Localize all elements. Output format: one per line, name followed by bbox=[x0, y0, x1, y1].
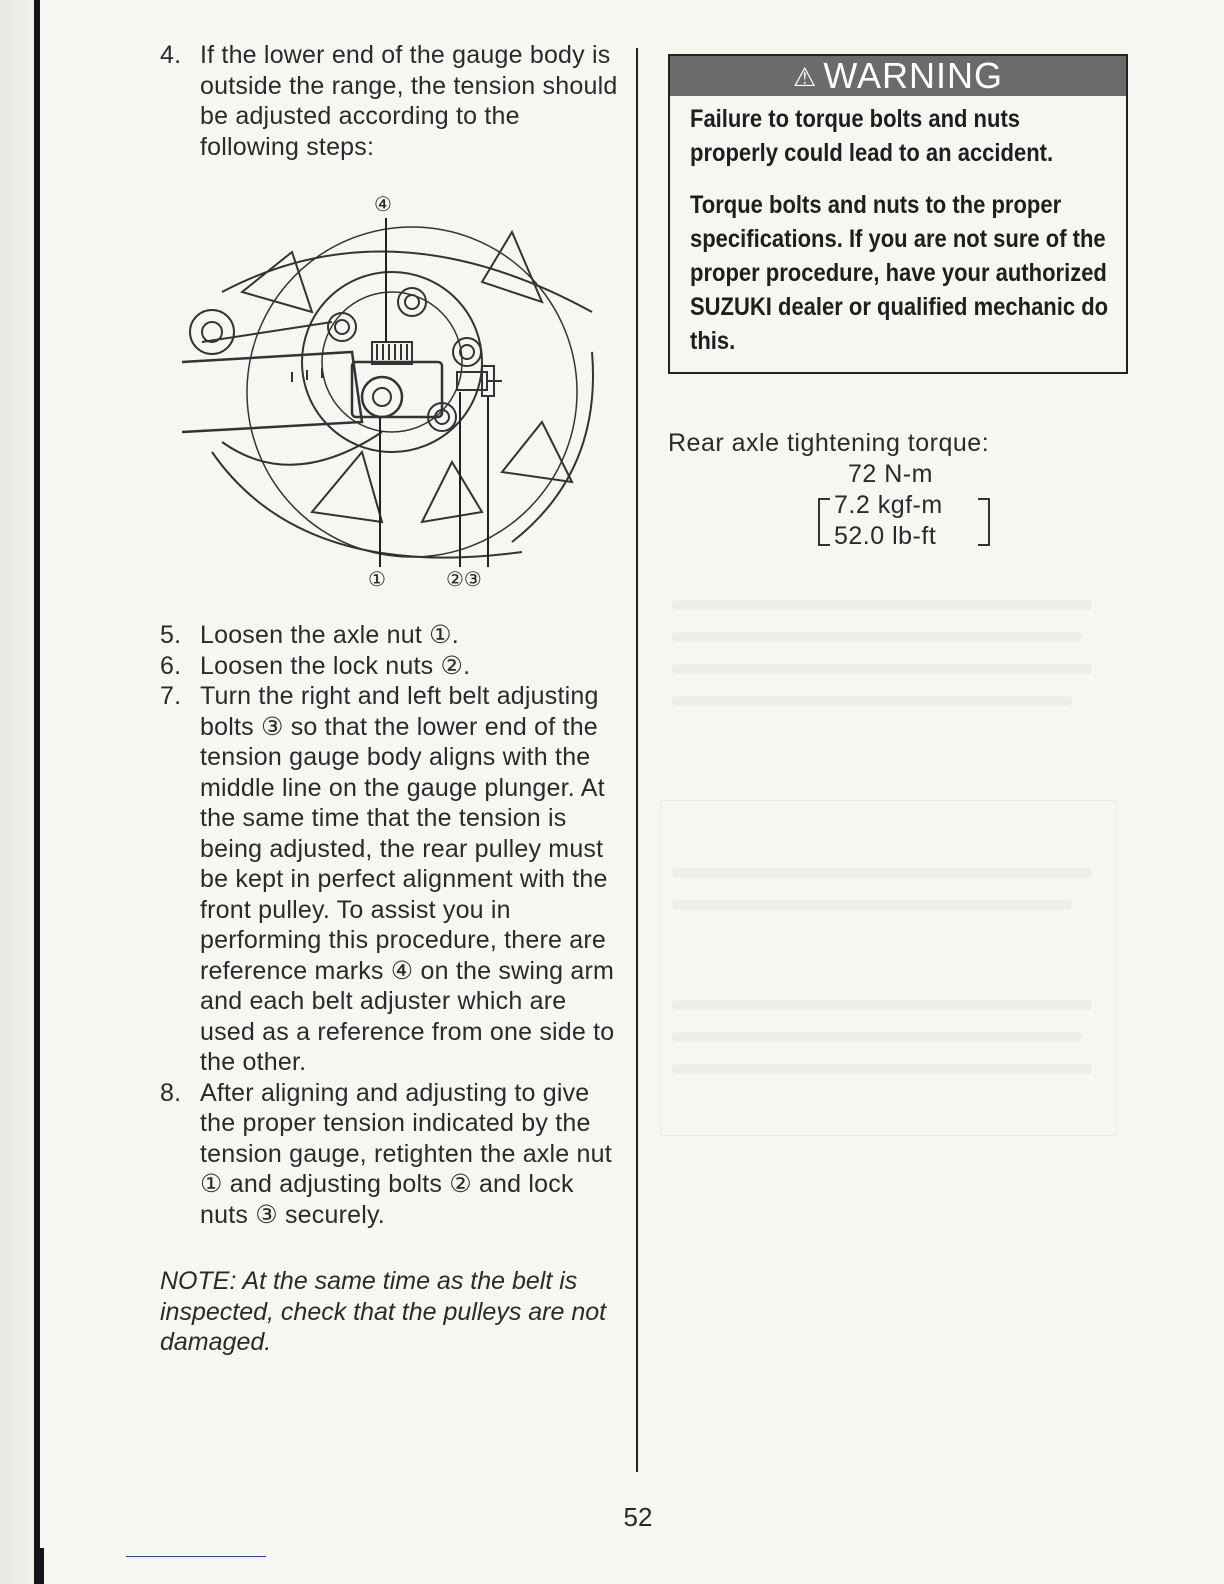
binding-edge-bottom bbox=[36, 1548, 44, 1584]
step-7 bbox=[160, 681, 620, 1078]
torque-bracket bbox=[818, 490, 990, 552]
left-column bbox=[160, 40, 620, 1383]
binding-edge bbox=[34, 0, 40, 1584]
step-number: 5. bbox=[160, 621, 182, 649]
warning-body bbox=[670, 96, 1126, 372]
torque-secondary-lbft: 52.0 lb-ft bbox=[834, 522, 937, 550]
step-number: 6. bbox=[160, 651, 182, 680]
warning-paragraph: Failure to torque bolts and nuts properly could lead to an accident. bbox=[690, 105, 1054, 167]
step-text: After aligning and adjusting to give the proper tension indicated by the tension gauge, retighten the axle nut ① and adjusting bolts ② and lock nuts ③ securely. bbox=[200, 1078, 612, 1229]
step-text: Turn the right and left belt adjusting bolts ③ so that the lower end of the tension gauge body aligns with the middle line on the gauge plunger. At the same time that the tension is being adjusted, the rear pulley must be kept in perfect alignment with the front pulley. To assist you in performing this procedure, there are reference marks ④ on the swing arm and each belt adjuster which are used as a reference from one side to the other. bbox=[200, 682, 615, 1076]
bleed-through-line bbox=[672, 664, 1092, 674]
column-divider bbox=[636, 48, 638, 1472]
warning-paragraph: Torque bolts and nuts to the proper specifications. If you are not sure of the proper procedure, have your authorized SUZUKI dealer or qualified mechanic do this. bbox=[690, 191, 1109, 355]
step-number: 4. bbox=[160, 41, 182, 69]
warning-triangle-icon: ⚠ bbox=[793, 62, 818, 92]
torque-spec bbox=[668, 428, 1088, 552]
rear-wheel-illustration bbox=[182, 192, 602, 602]
bleed-through-line bbox=[672, 1032, 1082, 1042]
callout-2-3: ②③ bbox=[446, 567, 482, 591]
torque-secondary-kgf: 7.2 kgf-m bbox=[834, 491, 943, 519]
bracket-left bbox=[818, 498, 830, 546]
warning-box bbox=[668, 54, 1128, 374]
callout-4: ④ bbox=[374, 192, 392, 216]
bleed-through-line bbox=[672, 696, 1072, 706]
step-4 bbox=[160, 40, 620, 162]
belt-note: NOTE: At the same time as the belt is inspected, check that the pulleys are not damaged. bbox=[160, 1267, 607, 1356]
bleed-through-line bbox=[672, 900, 1072, 910]
warning-title: WARNING bbox=[823, 55, 1003, 96]
step-8 bbox=[160, 1078, 620, 1231]
bleed-through-line bbox=[672, 868, 1092, 878]
step-6 bbox=[160, 651, 620, 682]
axle-adjuster-figure bbox=[182, 192, 602, 602]
warning-header bbox=[670, 56, 1126, 96]
bleed-through-line bbox=[672, 600, 1092, 610]
step-number: 8. bbox=[160, 1078, 182, 1107]
step-text: If the lower end of the gauge body is outside the range, the tension should be adjusted according to the following steps: bbox=[200, 41, 618, 161]
scan-artifact-line bbox=[126, 1556, 266, 1557]
step-list bbox=[160, 40, 620, 162]
step-text: Loosen the axle nut ①. bbox=[200, 621, 459, 649]
step-text: Loosen the lock nuts ②. bbox=[200, 651, 471, 680]
bracket-right bbox=[978, 498, 990, 546]
page-number: 52 bbox=[623, 1502, 653, 1532]
step-number: 7. bbox=[160, 682, 182, 710]
torque-primary: 72 N-m bbox=[848, 460, 933, 488]
bleed-through-line bbox=[672, 1000, 1092, 1010]
callout-1: ① bbox=[368, 567, 386, 591]
step-5 bbox=[160, 620, 620, 651]
bleed-through-line bbox=[672, 1064, 1092, 1074]
bleed-through-box bbox=[660, 800, 1117, 1136]
bleed-through-line bbox=[672, 632, 1082, 642]
torque-label: Rear axle tightening torque: bbox=[668, 429, 990, 457]
adjustment-steps bbox=[160, 620, 620, 1230]
